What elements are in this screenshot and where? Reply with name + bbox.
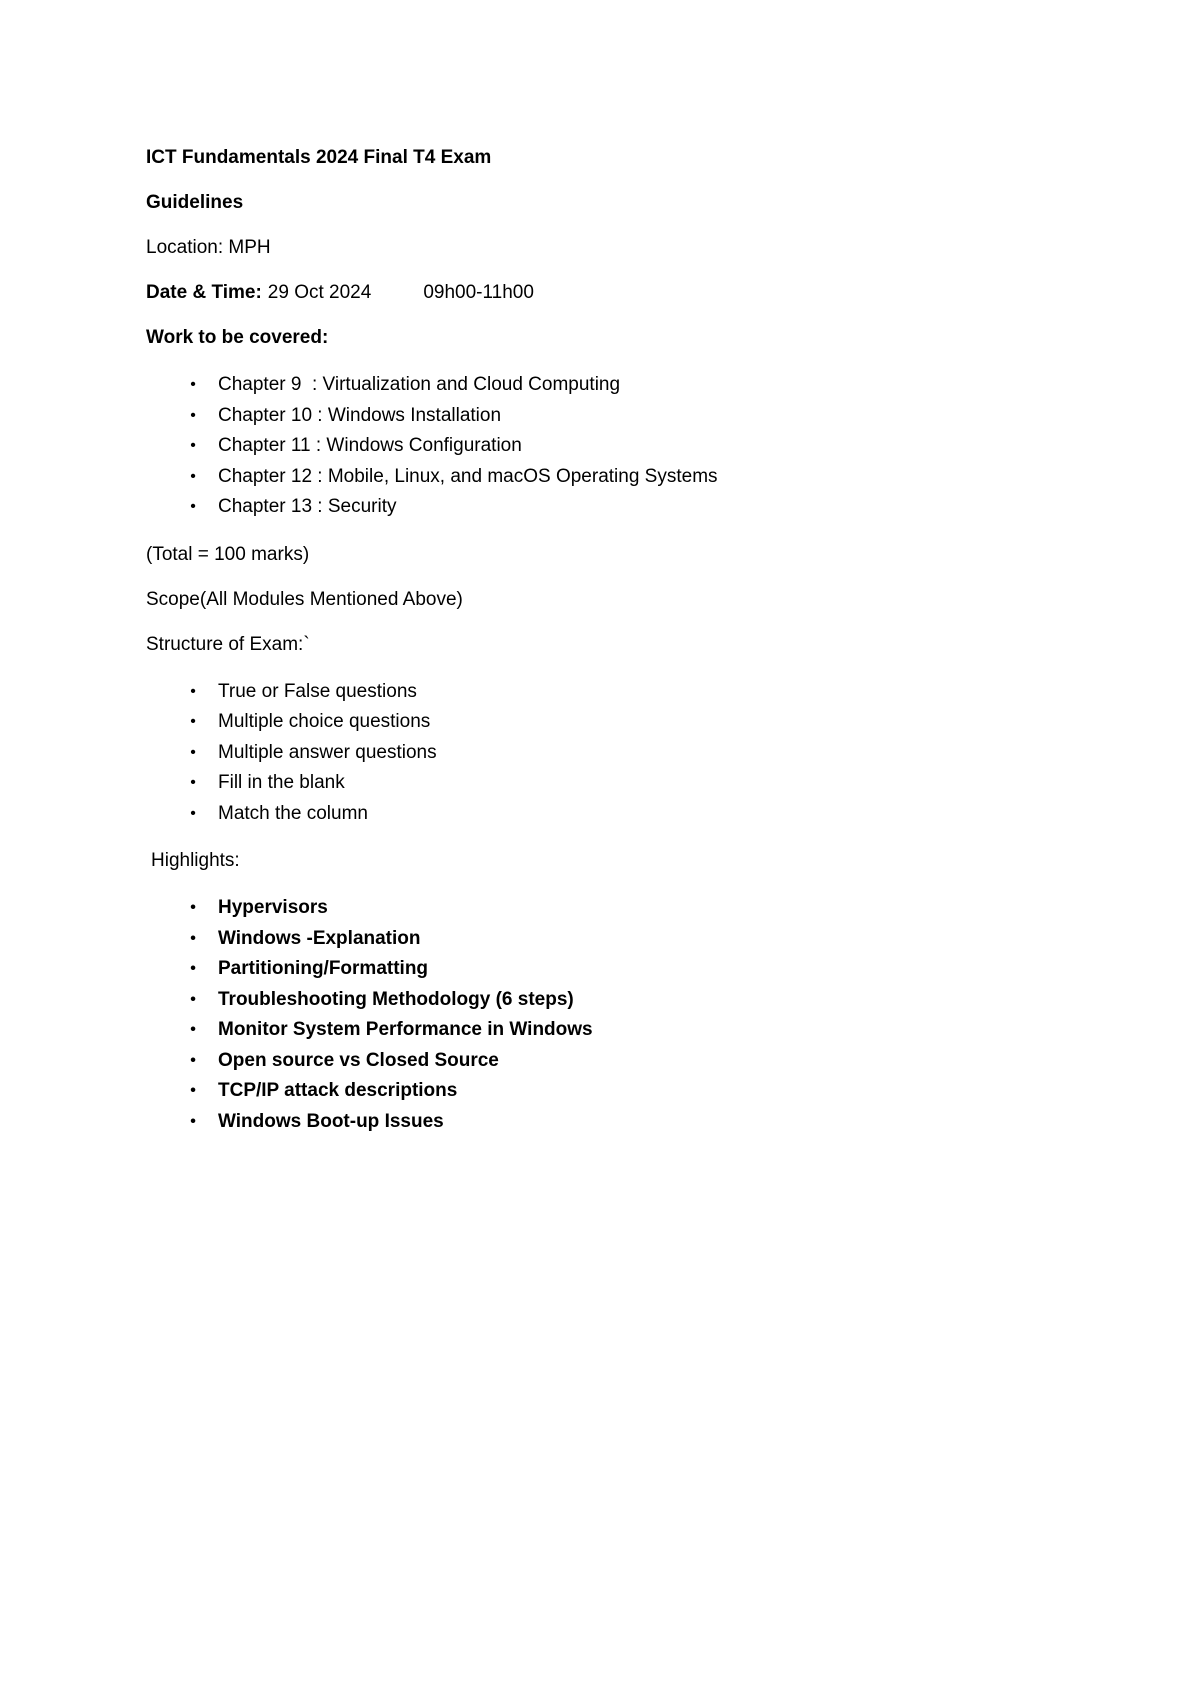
highlight-text: TCP/IP attack descriptions <box>218 1080 458 1101</box>
bullet-icon: • <box>190 990 196 1008</box>
chapter-text: Chapter 10 : Windows Installation <box>218 404 502 426</box>
chapter-text: Chapter 9 : Virtualization and Cloud Computing <box>218 374 621 395</box>
bullet-icon: • <box>190 774 196 791</box>
highlight-text: Windows Boot-up Issues <box>218 1110 444 1132</box>
work-heading: Work to be covered: <box>146 327 329 348</box>
list-item <box>146 431 1096 462</box>
highlights-list <box>146 893 1096 1137</box>
date-value: 29 Oct 2024 <box>267 282 372 303</box>
date-label: Date & Time: <box>146 282 262 303</box>
bullet-icon: • <box>190 467 196 485</box>
list-item <box>146 1015 1096 1046</box>
list-item <box>146 768 1096 799</box>
bullet-icon: • <box>190 743 196 761</box>
bullet-icon: • <box>190 1051 196 1069</box>
chapter-text: Chapter 12 : Mobile, Linux, and macOS Operating Systems <box>218 465 718 487</box>
list-item <box>146 462 1096 493</box>
list-item <box>146 1046 1096 1077</box>
list-item <box>146 893 1096 924</box>
list-item <box>146 1076 1096 1107</box>
highlight-text: Partitioning/Formatting <box>218 958 429 979</box>
highlight-text: Open source vs Closed Source <box>218 1049 499 1071</box>
bullet-icon: • <box>190 960 196 977</box>
bullet-icon: • <box>190 1112 196 1130</box>
time-value: 09h00-11h00 <box>423 282 534 303</box>
bullet-icon: • <box>190 437 196 454</box>
document-subtitle: Guidelines <box>146 192 244 213</box>
list-item <box>146 401 1096 432</box>
chapter-text: Chapter 13 : Security <box>218 496 397 517</box>
total-marks: (Total = 100 marks) <box>146 543 310 565</box>
bullet-icon: • <box>190 376 196 393</box>
bullet-icon: • <box>190 804 196 822</box>
bullet-icon: • <box>190 682 196 700</box>
structure-heading: Structure of Exam:` <box>146 633 310 655</box>
bullet-icon: • <box>190 498 196 515</box>
structure-text: Multiple answer questions <box>218 741 437 763</box>
list-item <box>146 985 1096 1016</box>
bullet-icon: • <box>190 713 196 730</box>
scope-line: Scope(All Modules Mentioned Above) <box>146 588 463 610</box>
highlight-text: Monitor System Performance in Windows <box>218 1019 593 1040</box>
date-time-line <box>146 280 1096 306</box>
bullet-icon: • <box>190 406 196 424</box>
structure-text: Multiple choice questions <box>218 711 431 732</box>
list-item <box>146 492 1096 523</box>
list-item <box>146 924 1096 955</box>
highlight-text: Hypervisors <box>218 897 328 918</box>
highlights-heading: Highlights: <box>151 850 240 871</box>
location-line: Location: MPH <box>146 237 271 258</box>
document-title: ICT Fundamentals 2024 Final T4 Exam <box>146 147 492 168</box>
structure-text: Match the column <box>218 802 368 824</box>
chapter-list <box>146 370 1096 523</box>
bullet-icon: • <box>190 1082 196 1099</box>
list-item <box>146 799 1096 830</box>
document-page <box>146 145 1096 1156</box>
structure-text: Fill in the blank <box>218 772 345 793</box>
list-item <box>146 677 1096 708</box>
bullet-icon: • <box>190 929 196 947</box>
highlight-text: Windows -Explanation <box>218 927 421 949</box>
list-item <box>146 954 1096 985</box>
highlight-text: Troubleshooting Methodology (6 steps) <box>218 988 574 1010</box>
list-item <box>146 1107 1096 1138</box>
list-item <box>146 370 1096 401</box>
bullet-icon: • <box>190 1021 196 1038</box>
list-item <box>146 738 1096 769</box>
structure-text: True or False questions <box>218 680 417 702</box>
list-item <box>146 707 1096 738</box>
chapter-text: Chapter 11 : Windows Configuration <box>218 435 522 456</box>
structure-list <box>146 677 1096 830</box>
bullet-icon: • <box>190 899 196 916</box>
